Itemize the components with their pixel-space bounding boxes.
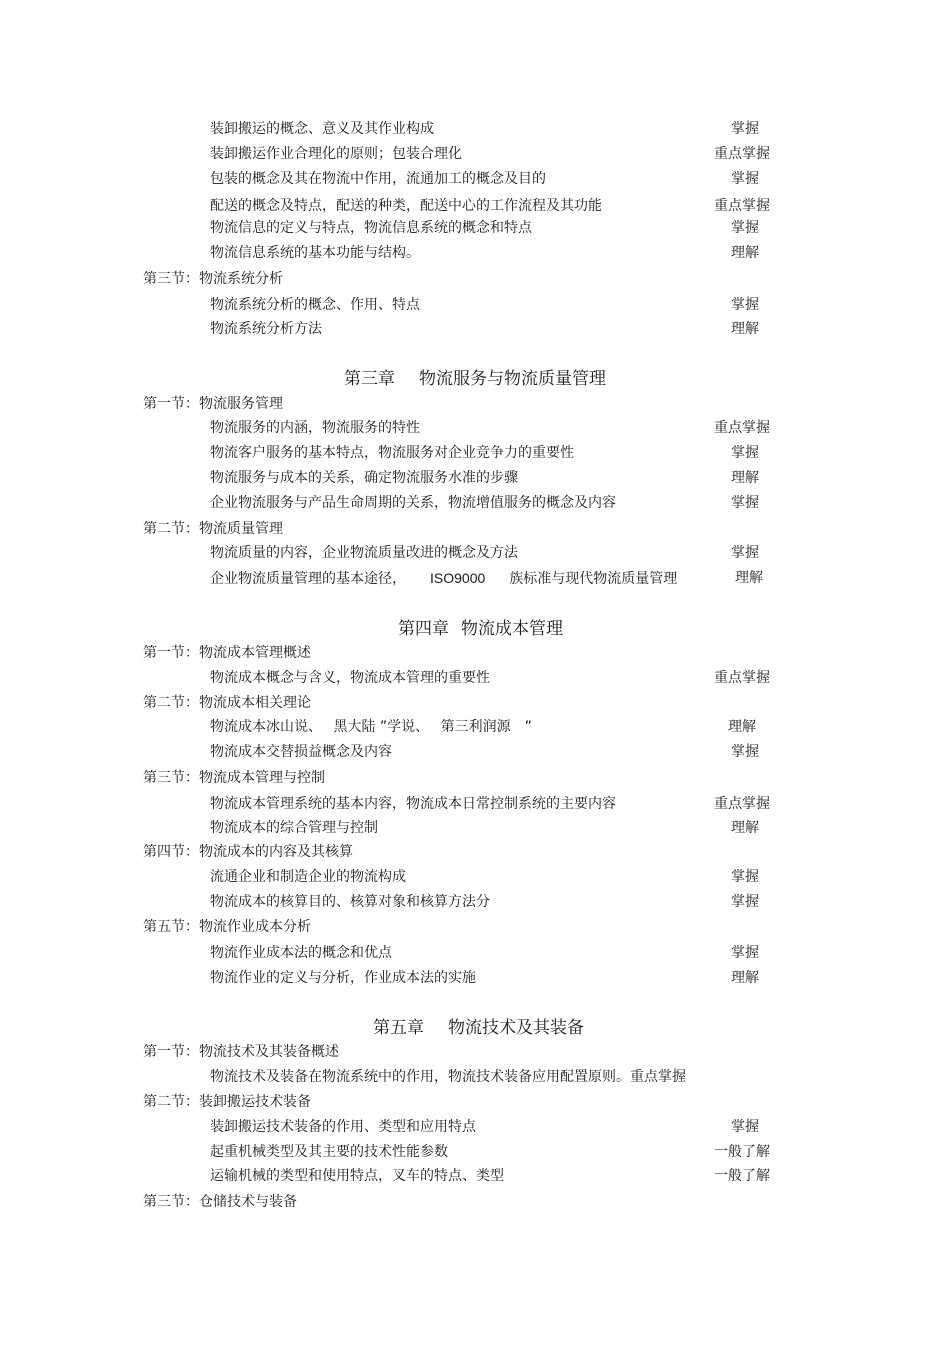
item-text: 物流成本交替损益概念及内容: [210, 744, 392, 760]
item-text: 物流信息的定义与特点，物流信息系统的概念和特点: [210, 220, 532, 236]
item-level: 掌握: [731, 220, 759, 236]
item-text: 物流成本概念与含义，物流成本管理的重要性: [210, 670, 490, 686]
item-text: 物流质量的内容，企业物流质量改进的概念及方法: [210, 545, 518, 561]
section-heading: 第一节：物流服务管理: [143, 396, 283, 412]
item-text: 物流服务与成本的关系，确定物流服务水准的步骤: [210, 470, 518, 486]
section-heading: 第二节：物流成本相关理论: [143, 695, 311, 711]
section-heading: 第三节：物流系统分析: [143, 271, 283, 287]
section-heading: 第三节：物流成本管理与控制: [143, 770, 325, 786]
section-heading: 第二节：装卸搬运技术装备: [143, 1094, 311, 1110]
item-level: 理解: [731, 245, 759, 261]
chapter-number: 第五章: [373, 1018, 424, 1038]
item-text: 物流技术及装备在物流系统中的作用，物流技术装备应用配置原则。重点掌握: [210, 1069, 686, 1085]
chapter-heading: [398, 618, 563, 640]
item-level: 掌握: [731, 545, 759, 561]
item-text: 物流成本的核算目的、核算对象和核算方法分: [210, 894, 490, 910]
item-text: 运输机械的类型和使用特点，叉车的特点、类型: [210, 1168, 504, 1184]
item-text-post: 族标准与现代物流质量管理: [509, 571, 678, 587]
item-text: 物流成本冰山说、 黑大陆 ”学说、 第三利润源 ”: [210, 719, 532, 735]
item-level: 掌握: [731, 445, 759, 461]
chapter-heading: [373, 1017, 584, 1039]
item-text: 物流系统分析方法: [210, 321, 322, 337]
item-level: 理解: [731, 820, 759, 836]
item-level: 一般了解: [714, 1144, 770, 1160]
item-level: 掌握: [731, 495, 759, 511]
item-level: 掌握: [731, 121, 759, 137]
item-text: 物流服务的内涵，物流服务的特性: [210, 420, 420, 436]
item-text: 配送的概念及特点，配送的种类，配送中心的工作流程及其功能: [210, 198, 602, 214]
item-level: 掌握: [731, 945, 759, 961]
item-level: 重点掌握: [714, 198, 770, 214]
item-text: 流通企业和制造企业的物流构成: [210, 869, 406, 885]
section-heading: 第一节：物流技术及其装备概述: [143, 1044, 339, 1060]
item-text: 企业物流服务与产品生命周期的关系，物流增值服务的概念及内容: [210, 495, 616, 511]
item-level: 一般了解: [714, 1168, 770, 1184]
item-level: 掌握: [731, 869, 759, 885]
item-text: 物流作业成本法的概念和优点: [210, 945, 392, 961]
section-heading: 第一节：物流成本管理概述: [143, 645, 311, 661]
item-level: 掌握: [731, 744, 759, 760]
item-text: 装卸搬运作业合理化的原则；包装合理化: [210, 146, 462, 162]
chapter-title: 物流服务与物流质量管理: [419, 369, 606, 389]
item-text: 装卸搬运的概念、意义及其作业构成: [210, 121, 434, 137]
item-level: 理解: [731, 470, 759, 486]
item-level: 掌握: [731, 297, 759, 313]
item-level: 掌握: [731, 894, 759, 910]
section-heading: 第三节：仓储技术与装备: [143, 1194, 297, 1210]
chapter-title: 物流技术及其装备: [448, 1018, 584, 1038]
item-text: [210, 569, 677, 588]
section-heading: 第二节：物流质量管理: [143, 521, 283, 537]
item-text: 物流成本的综合管理与控制: [210, 820, 378, 836]
item-level: 理解: [735, 570, 763, 586]
item-text: 物流客户服务的基本特点，物流服务对企业竞争力的重要性: [210, 445, 574, 461]
item-level: 理解: [728, 719, 756, 735]
item-level: 掌握: [731, 1119, 759, 1135]
item-level: 重点掌握: [714, 146, 770, 162]
item-level: 重点掌握: [714, 796, 770, 812]
item-text-pre: 企业物流质量管理的基本途径，: [210, 571, 406, 587]
item-level: 理解: [731, 321, 759, 337]
item-level: 掌握: [731, 171, 759, 187]
section-heading: 第五节：物流作业成本分析: [143, 919, 311, 935]
item-text: 物流作业的定义与分析，作业成本法的实施: [210, 970, 476, 986]
item-text: 物流系统分析的概念、作用、特点: [210, 297, 420, 313]
section-heading: 第四节：物流成本的内容及其核算: [143, 844, 353, 860]
item-text: 物流信息系统的基本功能与结构。: [210, 245, 420, 261]
chapter-heading: [344, 368, 606, 390]
item-text: 装卸搬运技术装备的作用、类型和应用特点: [210, 1119, 476, 1135]
chapter-number: 第三章: [344, 369, 395, 389]
item-text: 物流成本管理系统的基本内容，物流成本日常控制系统的主要内容: [210, 796, 616, 812]
chapter-number: 第四章: [398, 619, 449, 639]
item-text: 起重机械类型及其主要的技术性能参数: [210, 1144, 448, 1160]
item-level: 重点掌握: [714, 670, 770, 686]
item-level: 重点掌握: [714, 420, 770, 436]
chapter-title: 物流成本管理: [461, 619, 563, 639]
item-text: 包装的概念及其在物流中作用，流通加工的概念及目的: [210, 171, 546, 187]
standard-code: ISO9000: [430, 570, 486, 586]
item-level: 理解: [731, 970, 759, 986]
